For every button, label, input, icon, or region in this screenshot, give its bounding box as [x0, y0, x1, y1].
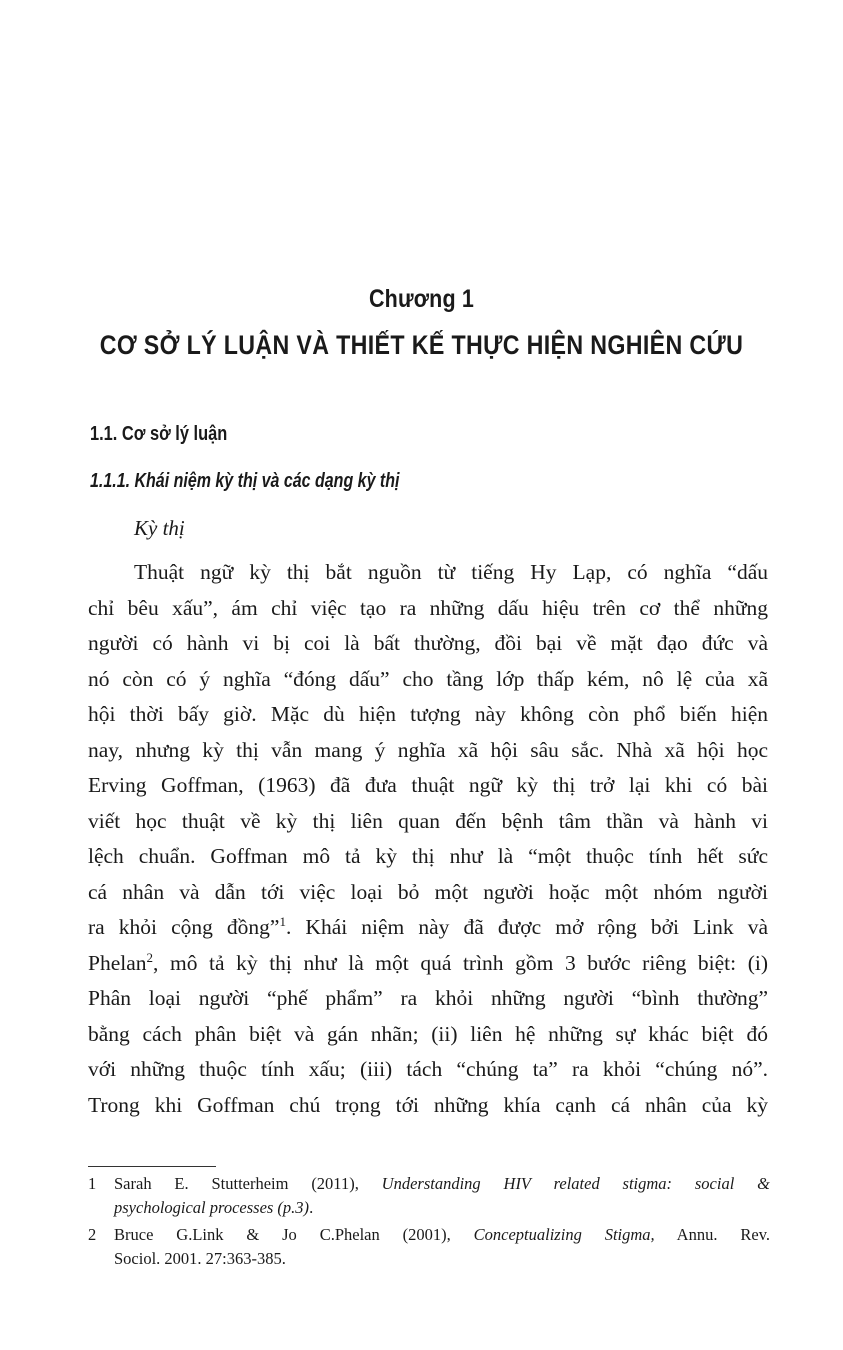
paragraph-line: Phân loại người “phế phẩm” ra khỏi những người “bình thường” [88, 986, 768, 1010]
footnote-title: psychological processes (p.3) [114, 1198, 310, 1217]
footnote-text: . [309, 1198, 314, 1217]
footnote-text: Sarah E. Stutterheim (2011), [114, 1174, 382, 1193]
paragraph-line: hội thời bấy giờ. Mặc dù hiện tượng này không còn phổ biến hiện [88, 702, 768, 726]
paragraph-line: Erving Goffman, (1963) đã đưa thuật ngữ kỳ thị trở lại khi có bài [88, 773, 768, 797]
paragraph-line: nó còn có ý nghĩa “đóng dấu” cho tầng lớp thấp kém, nô lệ của xã [88, 666, 768, 691]
subsection-heading: 1.1.1. Khái niệm kỳ thị và các dạng kỳ thị [90, 470, 400, 492]
footnote-title: Understanding HIV related stigma: social & [381, 1174, 770, 1193]
line-text: . Khái niệm này đã được mở rộng bởi Link và [285, 915, 768, 939]
footnote-line [114, 1172, 770, 1196]
footnote-divider [88, 1166, 216, 1167]
footnote-number: 1 [88, 1174, 97, 1193]
paragraph-line: người có hành vi bị coi là bất thường, đồi bại về mặt đạo đức và [88, 631, 768, 655]
footnote-text: Bruce G.Link & Jo C.Phelan (2001), [114, 1225, 474, 1244]
footnote-line: Sociol. 2001. 27:363-385. [114, 1249, 286, 1268]
footnote-body [114, 1223, 770, 1271]
paragraph-line: bằng cách phân biệt và gán nhãn; (ii) liên hệ những sự khác biệt đó [88, 1021, 768, 1046]
paragraph-line: chỉ bêu xấu”, ám chỉ việc tạo ra những dấu hiệu trên cơ thể những [88, 595, 768, 620]
footnote-number: 2 [88, 1225, 97, 1244]
section-heading: 1.1. Cơ sở lý luận [90, 423, 228, 445]
footnote-ref: 2 [146, 949, 154, 965]
paragraph-line: viết học thuật về kỳ thị liên quan đến bệnh tâm thần và hành vi [88, 808, 768, 833]
footnote-line [114, 1223, 770, 1247]
paragraph-line: cá nhân và dẫn tới việc loại bỏ một người hoặc một nhóm người [88, 879, 768, 904]
footnote-1 [88, 1172, 770, 1220]
footnote-title: Conceptualizing Stigma, [473, 1225, 655, 1244]
footnote-body [114, 1172, 770, 1220]
paragraph-line: với những thuộc tính xấu; (iii) tách “chúng ta” ra khỏi “chúng nó”. [88, 1057, 768, 1081]
footnote-line [114, 1196, 770, 1220]
paragraph-line [88, 910, 768, 946]
footnote-2 [88, 1223, 770, 1271]
paragraph-line: Trong khi Goffman chú trọng tới những khía cạnh cá nhân của kỳ [88, 1092, 768, 1117]
line-text: , mô tả kỳ thị như là một quá trình gồm 3 bước riêng biệt: (i) [153, 950, 768, 975]
line-text: Phelan [88, 950, 147, 975]
chapter-label: Chương 1 [368, 285, 475, 313]
paragraph-line: lệch chuẩn. Goffman mô tả kỳ thị như là “một thuộc tính hết sức [88, 844, 768, 868]
footnote-text: Annu. Rev. [654, 1225, 770, 1244]
paragraph-line: nay, nhưng kỳ thị vẫn mang ý nghĩa xã hội sâu sắc. Nhà xã hội học [88, 737, 768, 762]
chapter-title: CƠ SỞ LÝ LUẬN VÀ THIẾT KẾ THỰC HIỆN NGHIÊN CỨU [99, 330, 744, 360]
footnotes [88, 1172, 770, 1271]
term-heading: Kỳ thị [134, 516, 185, 540]
line-text: ra khỏi cộng đồng” [88, 915, 280, 939]
footnote-ref: 1 [279, 913, 286, 929]
paragraph-line [88, 946, 768, 982]
paragraph-line: Thuật ngữ kỳ thị bắt nguồn từ tiếng Hy Lạp, có nghĩa “dấu [134, 560, 768, 584]
body-paragraph [88, 555, 768, 1123]
